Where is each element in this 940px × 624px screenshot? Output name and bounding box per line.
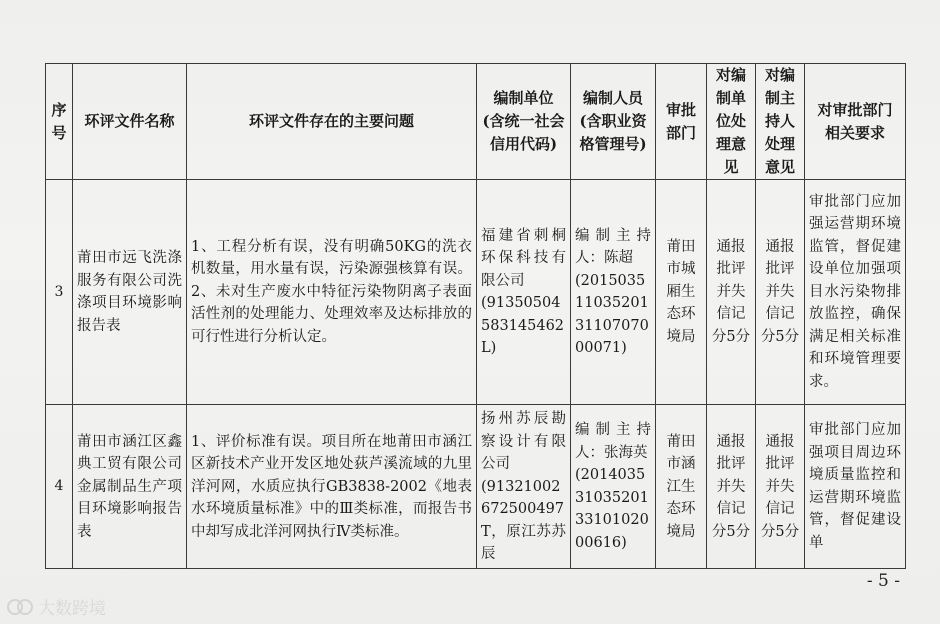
row-file-name: 莆田市远飞洗涤服务有限公司洗涤项目环境影响报告表 — [73, 180, 187, 405]
header-dept: 审批 部门 — [656, 64, 707, 180]
row-seq: 4 — [46, 405, 73, 569]
row-unit: 扬州苏辰勘察设计有限公司 (91321002672500497T，原江苏苏辰 — [477, 405, 571, 569]
header-staff: 编制人员 (含职业资 格管理号) — [571, 64, 656, 180]
row-host-opinion: 通报批评并失信记分5分 — [756, 405, 805, 569]
row-issues: 1、评价标准有误。项目所在地莆田市涵江区新技术产业开发区地处荻芦溪流域的九里洋河网，水质应执行GB3838-2002《地表水环境质量标准》中的Ⅲ类标准，而报告书中却写成北洋河网执行Ⅳ类标准。 — [187, 405, 477, 569]
header-file-name: 环评文件名称 — [73, 64, 187, 180]
row-requirement: 审批部门应加强项目周边环境质量监控和运营期环境监管，督促建设单 — [805, 405, 906, 569]
table-row — [46, 405, 906, 569]
header-host-opinion: 对编 制主 持人 处理 意见 — [756, 64, 805, 180]
row-staff: 编制主持人：陈超 (2015035110352013110707000071) — [571, 180, 656, 405]
watermark-text: 大数跨境 — [38, 599, 106, 619]
row-requirement: 审批部门应加强运营期环境监管，督促建设单位加强项目水污染物排放监控，确保满足相关标准和环境管理要求。 — [805, 180, 906, 405]
row-staff: 编制主持人：张海英 (2014035310352013310102000616) — [571, 405, 656, 569]
table-header-row — [46, 64, 906, 180]
row-issues: 1、工程分析有误，没有明确50KG的洗衣机数量，用水量有误，污染源强核算有误。2、未对生产废水中特征污染物阴离子表面活性剂的处理能力、处理效率及达标排放的可行性进行分析认定。 — [187, 180, 477, 405]
row-host-opinion: 通报批评并失信记分5分 — [756, 180, 805, 405]
header-seq: 序 号 — [46, 64, 73, 180]
row-unit: 福建省刺桐环保科技有限公司 (91350504583145462L) — [477, 180, 571, 405]
row-seq: 3 — [46, 180, 73, 405]
header-unit: 编制单位 (含统一社会 信用代码) — [477, 64, 571, 180]
row-unit-opinion: 通报批评并失信记分5分 — [707, 405, 756, 569]
row-dept: 莆田市涵江生态环境局 — [656, 405, 707, 569]
row-dept: 莆田市城厢生态环境局 — [656, 180, 707, 405]
assessment-table — [45, 63, 906, 569]
watermark — [6, 594, 106, 619]
watermark-logo-icon — [6, 597, 34, 617]
page-number: - 5 - — [866, 571, 900, 591]
row-unit-opinion: 通报批评并失信记分5分 — [707, 180, 756, 405]
header-issues: 环评文件存在的主要问题 — [187, 64, 477, 180]
table-row — [46, 180, 906, 405]
header-unit-opinion: 对编 制单 位处 理意 见 — [707, 64, 756, 180]
header-requirement: 对审批部门 相关要求 — [805, 64, 906, 180]
row-file-name: 莆田市涵江区鑫典工贸有限公司金属制品生产项目环境影响报告表 — [73, 405, 187, 569]
